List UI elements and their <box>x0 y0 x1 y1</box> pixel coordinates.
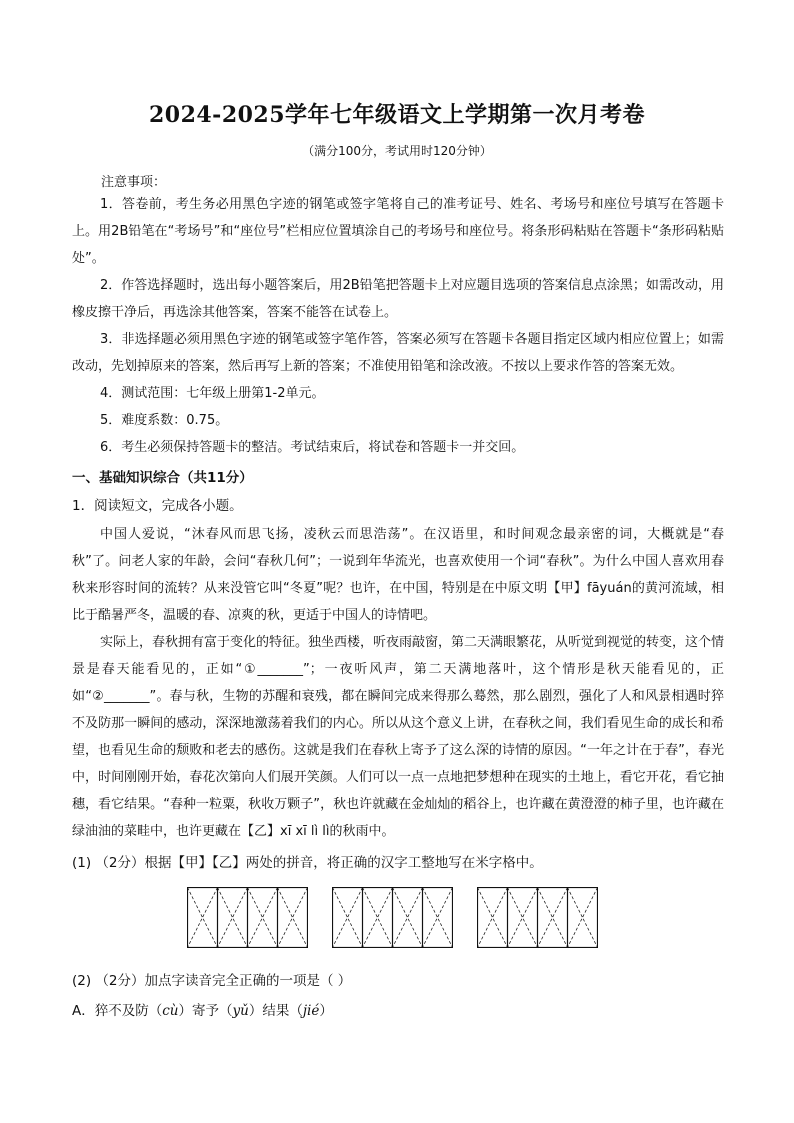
notice-item: 5．难度系数：0.75。 <box>100 413 229 428</box>
mi-grid-lines <box>477 887 508 948</box>
exam-subtitle: （满分100分，考试用时120分钟） <box>302 144 492 158</box>
pinyin: cù <box>162 1003 179 1019</box>
passage-paragraph: 中国人爱说，“沐春风而思飞扬，凌秋云而思浩荡”。在汉语里，和时间观念最亲密的词，大概就是“春秋”了。问老人家的年龄，会问“春秋几何”；一说到年华流光，也喜欢使用一个词“春秋”。为什么中国人喜欢用春秋来形容时间的流转？从来没管它叫“冬夏”呢？也许，在中国，特别是在中原文明【甲】fāyuán的黄河流域，相比于酷暑严冬，温暖的春、凉爽的秋，更适于中国人的诗情吧。 <box>72 527 724 623</box>
mi-grid-lines <box>567 887 598 948</box>
mi-grid-cell[interactable] <box>332 887 362 947</box>
mi-grid-cell[interactable] <box>362 887 392 947</box>
pinyin: yǔ <box>232 1003 249 1019</box>
mi-grid-cell[interactable] <box>277 887 307 947</box>
notice-item: 4．测试范围：七年级上册第1-2单元。 <box>100 386 325 401</box>
option-a[interactable] <box>72 999 333 1019</box>
option-a-text: ）寄予（ <box>178 1003 233 1019</box>
mi-grid-lines <box>217 887 248 948</box>
mi-grid-cell[interactable] <box>422 887 452 947</box>
mi-grid-lines <box>332 887 363 948</box>
notice-item: 6．考生必须保持答题卡的整洁。考试结束后，将试卷和答题卡一并交回。 <box>100 440 525 455</box>
writing-grid-group <box>187 887 307 947</box>
mi-grid-cell[interactable] <box>567 887 597 947</box>
mi-grid-lines <box>422 887 453 948</box>
mi-grid-lines <box>392 887 423 948</box>
notice-item: 2．作答选择题时，选出每小题答案后，用2B铅笔把答题卡上对应题目选项的答案信息点涂黑；如需改动，用橡皮擦干净后，再选涂其他答案，答案不能答在试卷上。 <box>72 278 724 320</box>
mi-grid-cell[interactable] <box>392 887 422 947</box>
mi-grid-cell[interactable] <box>187 887 217 947</box>
mi-grid-lines <box>247 887 278 948</box>
option-a-text: A．猝不及防（ <box>72 1003 163 1019</box>
mi-grid-lines <box>277 887 308 948</box>
passage-paragraph: 实际上，春秋拥有富于变化的特征。独坐西楼，听夜雨敲窗，第二天满眼繁花，从听觉到视觉的转变，这个情景是春天能看见的，正如“①_______”；一夜听风声，第二天满地落叶，这个情形是秋天能看见的，正如“②_______”。春与秋，生物的苏醒和衰残，都在瞬间完成来得那么蓦然，那么剧烈，强化了人和风景相遇时猝不及防那一瞬间的感动，深深地激荡着我们的内心。所以从这个意义上讲，在春秋之间，我们看见生命的成长和希望，也看见生命的颓败和老去的感伤。这就是我们在春秋上寄予了这么深的诗情的原因。“一年之计在于春”，春光中，时间刚刚开始，春花次第向人们展开笑颜。人们可以一点一点地把梦想种在现实的土地上，看它开花，看它抽穗，看它结果。“春种一粒粟，秋收万颗子”，秋也许就藏在金灿灿的稻谷上，也许藏在黄澄澄的柿子里，也许藏在绿油油的菜畦中，也许更藏在【乙】xī xī lì lì的秋雨中。 <box>72 635 725 839</box>
mi-grid-cell[interactable] <box>507 887 537 947</box>
mi-grid-lines <box>507 887 538 948</box>
pinyin: jié <box>302 1003 320 1019</box>
notice-item: 1．答卷前，考生务必用黑色字迹的钢笔或签字笔将自己的准考证号、姓名、考场号和座位号填写在答题卡上。用2B铅笔在“考场号”和“座位号”栏相应位置填涂自己的考场号和座位号。将条形码粘贴在答题卡“条形码粘贴处”。 <box>72 197 724 266</box>
mi-grid-lines <box>537 887 568 948</box>
mi-grid-cell[interactable] <box>247 887 277 947</box>
mi-grid-lines <box>187 887 218 948</box>
page-title: 2024-2025学年七年级语文上学期第一次月考卷 <box>148 102 646 128</box>
notice-list <box>72 191 724 461</box>
mi-grid-cell[interactable] <box>537 887 567 947</box>
sub-question-2: (2) （2分）加点字读音完全正确的一项是（ ） <box>72 973 352 989</box>
writing-grid-group <box>477 887 597 947</box>
option-a-text: ）结果（ <box>248 1003 303 1019</box>
question-1-prompt: 1．阅读短文，完成各小题。 <box>72 498 243 514</box>
section-heading: 一、基础知识综合（共11分） <box>72 470 253 486</box>
notice-item: 3．非选择题必须用黑色字迹的钢笔或签字笔作答，答案必须写在答题卡各题目指定区域内相应位置上；如需改动，先划掉原来的答案，然后再写上新的答案；不准使用铅笔和涂改液。不按以上要求作答的答案无效。 <box>72 332 724 374</box>
writing-grid-group <box>332 887 452 947</box>
mi-grid-lines <box>362 887 393 948</box>
mi-grid-cell[interactable] <box>477 887 507 947</box>
option-a-text: ） <box>319 1003 333 1019</box>
sub-question-1: (1) （2分）根据【甲】【乙】两处的拼音，将正确的汉字工整地写在米字格中。 <box>72 855 543 871</box>
notice-heading: 注意事项： <box>101 175 167 190</box>
reading-passage <box>72 521 724 845</box>
mi-grid-cell[interactable] <box>217 887 247 947</box>
